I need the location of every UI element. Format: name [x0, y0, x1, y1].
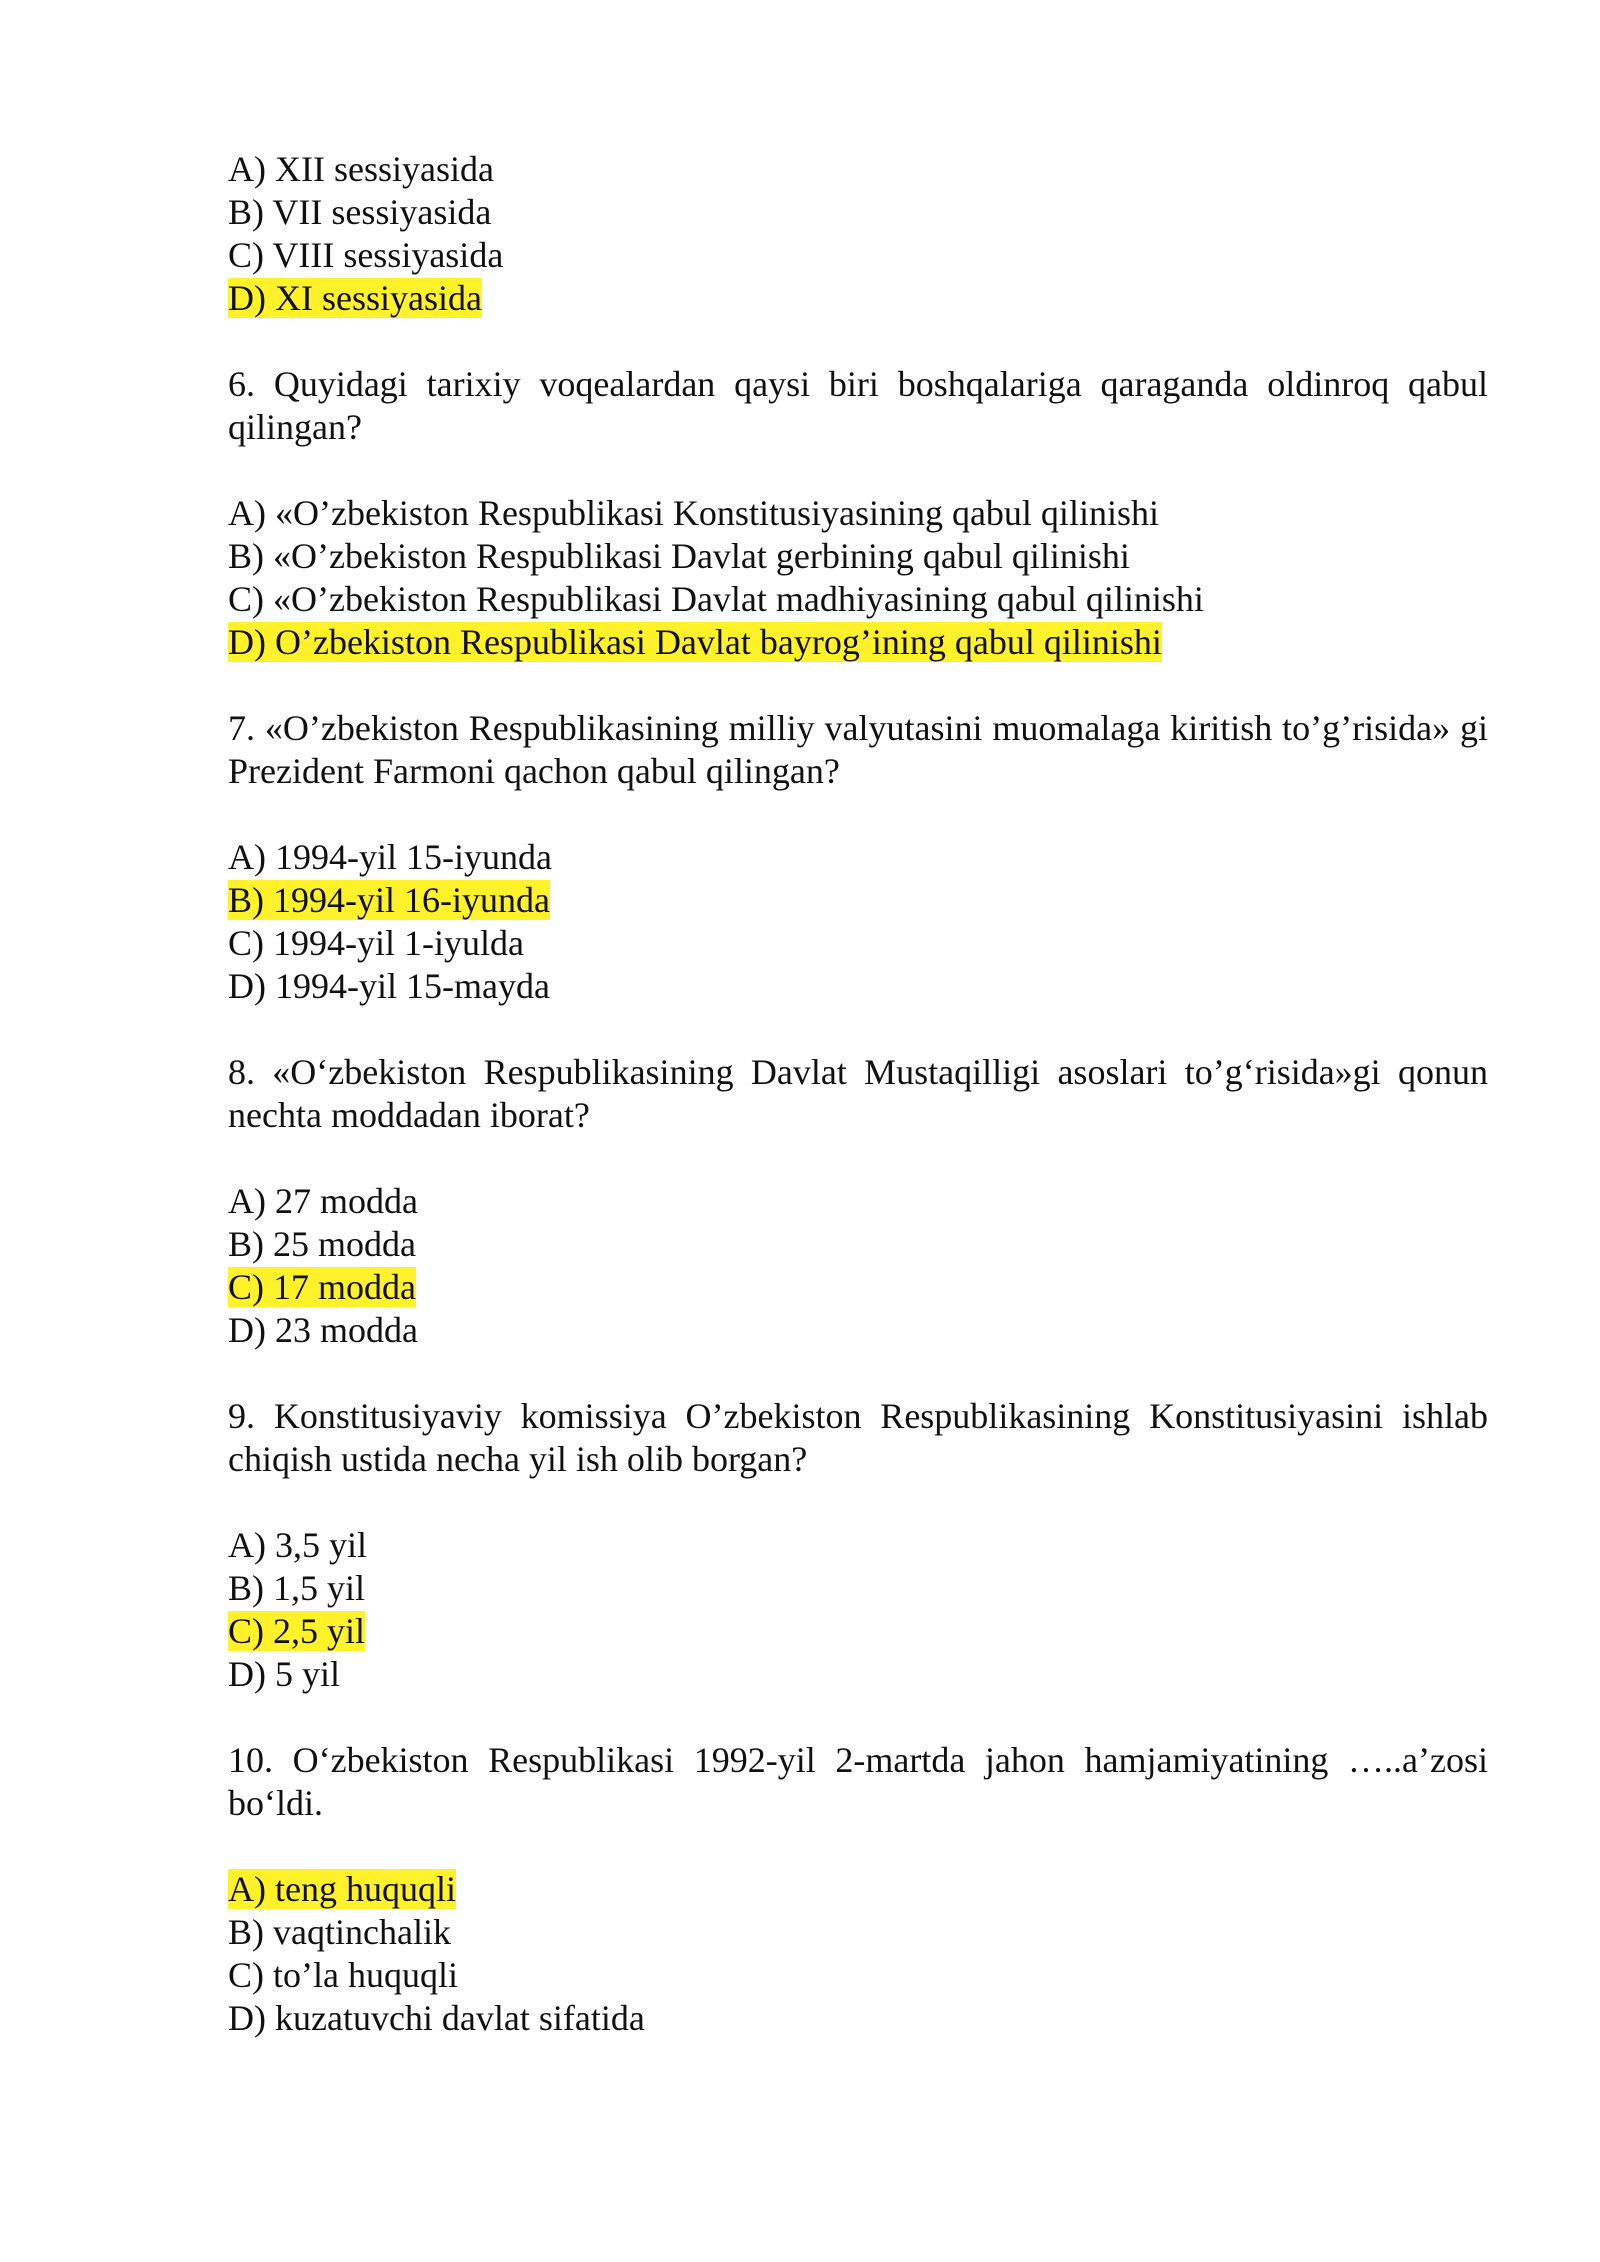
q6-option-d-text-highlighted: D) O’zbekiston Respublikasi Davlat bayrog’ining qabul qilinishi: [228, 622, 1162, 662]
q10-option-d-text: D) kuzatuvchi davlat sifatida: [228, 1998, 645, 2038]
q9-option-b: [228, 1567, 1488, 1610]
spacer: [228, 1352, 1488, 1395]
question-5-options: [228, 148, 1488, 320]
q8-option-a-text: A) 27 modda: [228, 1181, 418, 1221]
q5-option-d-text-highlighted: D) XI sessiyasida: [228, 278, 482, 318]
q5-option-b-text: B) VII sessiyasida: [228, 192, 492, 232]
q8-option-b: [228, 1223, 1488, 1266]
q10-option-a-text-highlighted: A) teng huquqli: [228, 1869, 456, 1909]
q8-option-c: [228, 1266, 1488, 1309]
question-6: [228, 363, 1488, 664]
q7-option-d-text: D) 1994-yil 15-mayda: [228, 966, 550, 1006]
q6-option-c-text: C) «O’zbekiston Respublikasi Davlat madhiyasining qabul qilinishi: [228, 579, 1204, 619]
q5-option-d: [228, 277, 1488, 320]
document-page: [228, 148, 1488, 2040]
spacer: [228, 1008, 1488, 1051]
q6-question-text: 6. Quyidagi tarixiy voqealardan qaysi biri boshqalariga qaraganda oldinroq qabul qilingan?: [228, 364, 1488, 447]
q6-option-a: [228, 492, 1488, 535]
q5-option-b: [228, 191, 1488, 234]
q10-option-d: [228, 1997, 1488, 2040]
q8-option-a: [228, 1180, 1488, 1223]
q10-option-a: [228, 1868, 1488, 1911]
q7-option-b: [228, 879, 1488, 922]
q7-option-d: [228, 965, 1488, 1008]
q9-option-a: [228, 1524, 1488, 1567]
q6-option-d: [228, 621, 1488, 664]
q7-option-a: [228, 836, 1488, 879]
q6-option-a-text: A) «O’zbekiston Respublikasi Konstitusiyasining qabul qilinishi: [228, 493, 1159, 533]
q9-option-d: [228, 1653, 1488, 1696]
q5-option-a-text: A) XII sessiyasida: [228, 149, 494, 189]
q6-option-c: [228, 578, 1488, 621]
q9-option-c: [228, 1610, 1488, 1653]
spacer: [228, 1825, 1488, 1868]
spacer: [228, 793, 1488, 836]
spacer: [228, 1137, 1488, 1180]
q8-option-b-text: B) 25 modda: [228, 1224, 416, 1264]
spacer: [228, 449, 1488, 492]
q8-option-d: [228, 1309, 1488, 1352]
q9-option-b-text: B) 1,5 yil: [228, 1568, 366, 1608]
q6-option-b-text: B) «O’zbekiston Respublikasi Davlat gerbining qabul qilinishi: [228, 536, 1130, 576]
q9-option-d-text: D) 5 yil: [228, 1654, 340, 1694]
question-10: [228, 1739, 1488, 2040]
q7-question-text: 7. «O’zbekiston Respublikasining milliy valyutasini muomalaga kiritish to’g’risida» gi Prezident Farmoni qachon qabul qilingan?: [228, 708, 1488, 791]
spacer: [228, 664, 1488, 707]
q8-option-c-text-highlighted: C) 17 modda: [228, 1267, 416, 1307]
q7-option-b-text-highlighted: B) 1994-yil 16-iyunda: [228, 880, 550, 920]
q7-option-c: [228, 922, 1488, 965]
q6-option-b: [228, 535, 1488, 578]
spacer: [228, 1696, 1488, 1739]
q7-option-c-text: C) 1994-yil 1-iyulda: [228, 923, 524, 963]
q10-option-b-text: B) vaqtinchalik: [228, 1912, 451, 1952]
q10-option-c-text: C) to’la huquqli: [228, 1955, 458, 1995]
spacer: [228, 320, 1488, 363]
q10-option-c: [228, 1954, 1488, 1997]
q5-option-c: [228, 234, 1488, 277]
q8-option-d-text: D) 23 modda: [228, 1310, 418, 1350]
q10-option-b: [228, 1911, 1488, 1954]
q5-option-c-text: C) VIII sessiyasida: [228, 235, 504, 275]
question-7: [228, 707, 1488, 1008]
q9-question-text: 9. Konstitusiyaviy komissiya O’zbekiston Respublikasining Konstitusiyasini ishlab chiqish ustida necha yil ish olib borgan?: [228, 1396, 1488, 1479]
q9-option-c-text-highlighted: C) 2,5 yil: [228, 1611, 366, 1651]
q7-option-a-text: A) 1994-yil 15-iyunda: [228, 837, 552, 877]
spacer: [228, 1481, 1488, 1524]
q8-question-text: 8. «O‘zbekiston Respublikasining Davlat Mustaqilligi asoslari to’g‘risida»gi qonun nechta moddadan iborat?: [228, 1052, 1488, 1135]
q10-question-text: 10. O‘zbekiston Respublikasi 1992-yil 2-martda jahon hamjamiyatining …..a’zosi bo‘ldi.: [228, 1740, 1488, 1823]
question-8: [228, 1051, 1488, 1352]
question-9: [228, 1395, 1488, 1696]
q5-option-a: [228, 148, 1488, 191]
q9-option-a-text: A) 3,5 yil: [228, 1525, 367, 1565]
